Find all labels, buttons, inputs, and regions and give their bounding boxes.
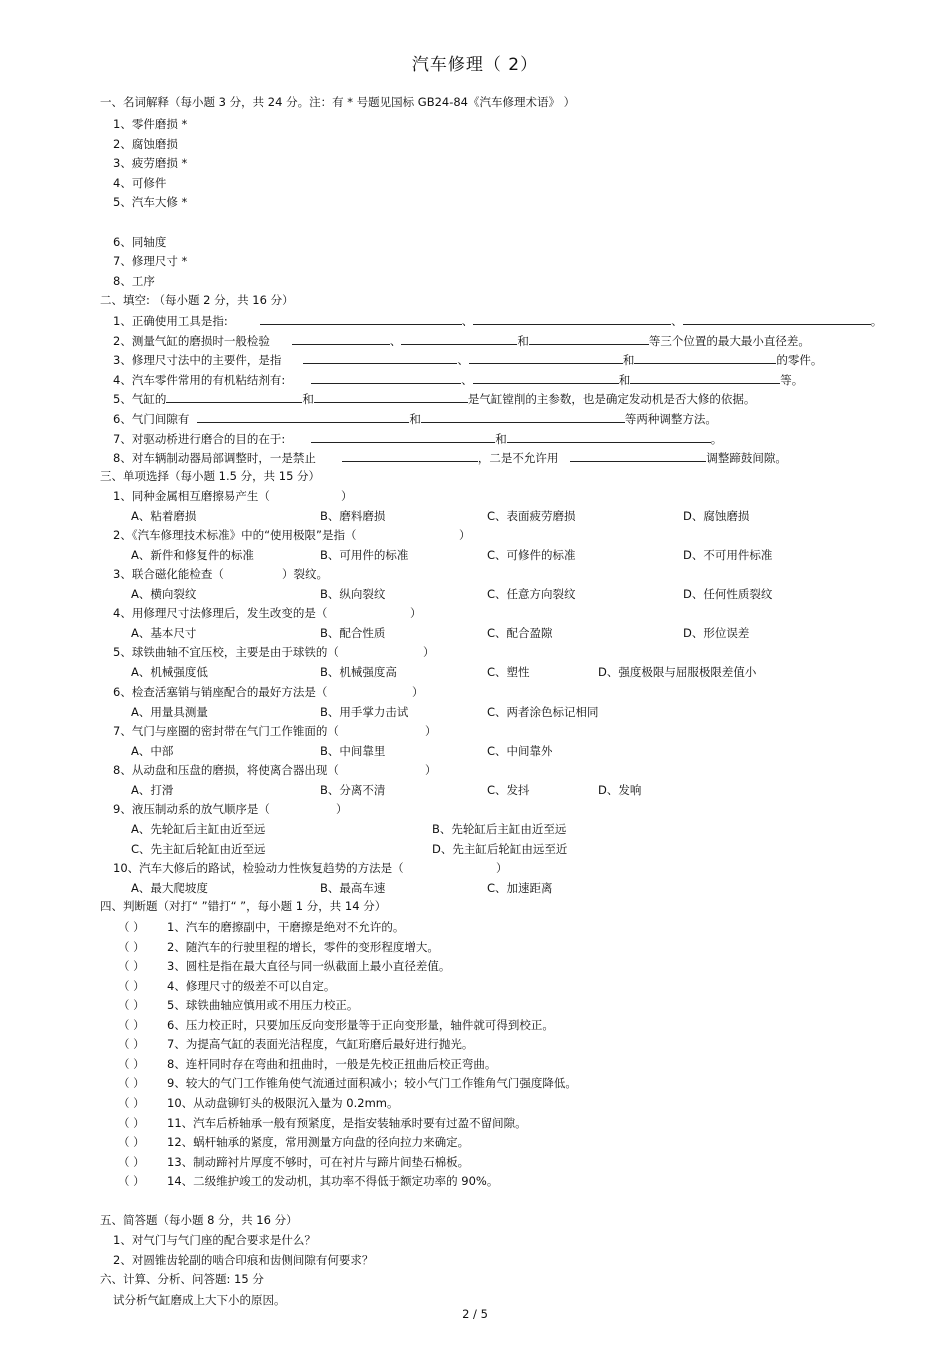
question-text: 1、正确使用工具是指: bbox=[113, 314, 228, 328]
judge-statement: 12、蜗杆轴承的紧度，常用测量方向盘的径向拉力来确定。 bbox=[167, 1135, 470, 1149]
question-text: 7、对驱动桥进行磨合的目的在于: bbox=[113, 432, 286, 446]
answer-paren-close[interactable]: ） bbox=[336, 802, 348, 816]
judge-statement: 5、球铁曲轴应慎用或不用压力校正。 bbox=[167, 998, 359, 1012]
judge-statement: 4、修理尺寸的级差不可以自定。 bbox=[167, 979, 336, 993]
answer-blank[interactable] bbox=[469, 351, 623, 364]
choice-option[interactable]: B、分离不清 bbox=[320, 783, 386, 797]
judge-answer-paren[interactable]: （ ） bbox=[118, 1057, 145, 1071]
question-text: 6、气门间隙有 bbox=[113, 412, 190, 426]
s1-item: 3、疲劳磨损 * bbox=[113, 156, 188, 170]
answer-blank[interactable] bbox=[473, 312, 671, 325]
answer-paren-close[interactable]: ） bbox=[410, 606, 422, 620]
answer-paren-close[interactable]: ） bbox=[459, 528, 471, 542]
fill-question-8 bbox=[113, 449, 787, 466]
choice-option[interactable]: A、粘着磨损 bbox=[131, 509, 197, 523]
choice-option[interactable]: B、用手掌力击试 bbox=[320, 705, 409, 719]
s1-item: 6、同轴度 bbox=[113, 235, 167, 249]
choice-option[interactable]: D、先主缸后轮缸由远至近 bbox=[432, 842, 568, 856]
answer-paren-close[interactable]: ） bbox=[425, 763, 437, 777]
sentence-end: 。 bbox=[710, 432, 723, 446]
fill-question-4 bbox=[113, 371, 803, 388]
sentence-end: 等两种调整方法。 bbox=[624, 412, 717, 426]
section4-heading: 四、判断题（对打“ ”错打“ ”，每小题 1 分，共 14 分） bbox=[100, 899, 387, 913]
choice-option[interactable]: B、机械强度高 bbox=[320, 665, 397, 679]
fill-question-5 bbox=[113, 390, 755, 407]
choice-option[interactable]: C、任意方向裂纹 bbox=[487, 587, 576, 601]
choice-option[interactable]: B、先轮缸后主缸由近至远 bbox=[432, 822, 567, 836]
answer-blank[interactable] bbox=[634, 351, 776, 364]
separator: 、 bbox=[461, 314, 474, 328]
judge-statement: 8、连杆同时存在弯曲和扭曲时，一般是先校正扭曲后校正弯曲。 bbox=[167, 1057, 497, 1071]
judge-statement: 7、为提高气缸的表面光洁程度，气缸珩磨后最好进行抛光。 bbox=[167, 1037, 474, 1051]
choice-option[interactable]: C、塑性 bbox=[487, 665, 530, 679]
section2-heading: 二、填空: （每小题 2 分，共 16 分） bbox=[100, 293, 294, 307]
choice-option[interactable]: A、中部 bbox=[131, 744, 174, 758]
sentence-end: 等三个位置的最大最小直径差。 bbox=[648, 334, 810, 348]
answer-blank[interactable] bbox=[529, 332, 649, 345]
judge-answer-paren[interactable]: （ ） bbox=[118, 1155, 145, 1169]
separator: 和 bbox=[302, 392, 314, 406]
judge-answer-paren[interactable]: （ ） bbox=[118, 1116, 145, 1130]
answer-paren-close[interactable]: ）裂纹。 bbox=[282, 567, 328, 581]
judge-answer-paren[interactable]: （ ） bbox=[118, 1174, 145, 1188]
choice-option[interactable]: C、加速距离 bbox=[487, 881, 553, 895]
judge-answer-paren[interactable]: （ ） bbox=[118, 979, 145, 993]
answer-blank[interactable] bbox=[507, 430, 711, 443]
choice-question: 4、用修理尺寸法修理后，发生改变的是（ bbox=[113, 606, 328, 620]
choice-option[interactable]: D、发响 bbox=[598, 783, 642, 797]
separator: 和 bbox=[409, 412, 421, 426]
choice-option[interactable]: A、新件和修复件的标准 bbox=[131, 548, 254, 562]
choice-option[interactable]: B、中间靠里 bbox=[320, 744, 386, 758]
fill-question-7 bbox=[113, 430, 722, 447]
sentence-end: 等。 bbox=[780, 373, 804, 387]
answer-blank[interactable] bbox=[311, 371, 461, 384]
choice-question: 10、汽车大修后的路试，检验动力性恢复趋势的方法是（ bbox=[113, 861, 404, 875]
judge-statement: 13、制动蹄衬片厚度不够时，可在衬片与蹄片间垫石棉板。 bbox=[167, 1155, 470, 1169]
choice-option[interactable]: C、发抖 bbox=[487, 783, 530, 797]
page-number: 2 / 5 bbox=[462, 1307, 488, 1321]
choice-option[interactable]: A、横向裂纹 bbox=[131, 587, 197, 601]
choice-question: 6、检查活塞销与销座配合的最好方法是（ bbox=[113, 685, 328, 699]
choice-option[interactable]: D、形位误差 bbox=[683, 626, 750, 640]
s6-question: 试分析气缸磨成上大下小的原因。 bbox=[113, 1293, 286, 1307]
separator: 、 bbox=[389, 334, 402, 348]
section1-heading: 一、名词解释（每小题 3 分，共 24 分。注：有 * 号题见国标 GB24-84《汽车修理术语》 ） bbox=[100, 95, 576, 109]
s1-item: 7、修理尺寸 * bbox=[113, 254, 188, 268]
judge-statement: 10、从动盘铆钉头的极限沉入量为 0.2mm。 bbox=[167, 1096, 399, 1110]
choice-option[interactable]: B、配合性质 bbox=[320, 626, 386, 640]
choice-option[interactable]: A、基本尺寸 bbox=[131, 626, 197, 640]
choice-question: 9、液压制动系的放气顺序是（ bbox=[113, 802, 270, 816]
answer-blank[interactable] bbox=[421, 410, 625, 423]
choice-option[interactable]: C、中间靠外 bbox=[487, 744, 553, 758]
question-text: 5、气缸的 bbox=[113, 392, 167, 406]
choice-option[interactable]: C、表面疲劳磨损 bbox=[487, 509, 576, 523]
answer-blank[interactable] bbox=[342, 449, 478, 462]
judge-statement: 3、圆柱是指在最大直径与同一纵截面上最小直径差值。 bbox=[167, 959, 451, 973]
answer-paren-close[interactable]: ） bbox=[341, 489, 353, 503]
section6-heading: 六、计算、分析、问答题: 15 分 bbox=[100, 1272, 264, 1286]
section5-heading: 五、简答题（每小题 8 分，共 16 分） bbox=[100, 1213, 298, 1227]
answer-blank[interactable] bbox=[311, 430, 495, 443]
choice-option[interactable]: C、配合盈隙 bbox=[487, 626, 553, 640]
choice-option[interactable]: D、腐蚀磨损 bbox=[683, 509, 750, 523]
judge-answer-paren[interactable]: （ ） bbox=[118, 1135, 145, 1149]
separator: 和 bbox=[622, 353, 635, 367]
judge-statement: 9、较大的气门工作锥角使气流通过面积减小；较小气门工作锥角气门强度降低。 bbox=[167, 1076, 577, 1090]
separator: 和 bbox=[618, 373, 631, 387]
judge-answer-paren[interactable]: （ ） bbox=[118, 1018, 145, 1032]
choice-option[interactable]: D、强度极限与屈服极限差值小 bbox=[598, 665, 757, 679]
answer-blank[interactable] bbox=[303, 351, 457, 364]
choice-option[interactable]: A、最大爬坡度 bbox=[131, 881, 208, 895]
choice-option[interactable]: B、磨料磨损 bbox=[320, 509, 386, 523]
answer-blank[interactable] bbox=[292, 332, 390, 345]
sentence-end: 。 bbox=[870, 314, 883, 328]
answer-blank[interactable] bbox=[260, 312, 462, 325]
choice-option[interactable]: A、机械强度低 bbox=[131, 665, 208, 679]
choice-question: 1、同种金属相互磨擦易产生（ bbox=[113, 489, 270, 503]
choice-option[interactable]: D、任何性质裂纹 bbox=[683, 587, 773, 601]
page-title: 汽车修理（ 2） bbox=[411, 55, 539, 75]
question-text: 3、修理尺寸法中的主要件，是指 bbox=[113, 353, 282, 367]
sentence-end: 调整蹄鼓间隙。 bbox=[706, 451, 787, 465]
answer-blank[interactable] bbox=[570, 449, 706, 462]
separator: 、 bbox=[671, 314, 683, 328]
choice-option[interactable]: D、不可用件标准 bbox=[683, 548, 773, 562]
judge-answer-paren[interactable]: （ ） bbox=[118, 959, 145, 973]
separator: 和 bbox=[495, 432, 507, 446]
sentence-end: 是气缸镗削的主参数，也是确定发动机是否大修的依据。 bbox=[467, 392, 756, 406]
s1-item: 5、汽车大修 * bbox=[113, 195, 188, 209]
answer-blank[interactable] bbox=[683, 312, 871, 325]
fill-question-2 bbox=[113, 332, 810, 349]
choice-option[interactable]: C、可修件的标准 bbox=[487, 548, 576, 562]
sentence-end: 的零件。 bbox=[776, 353, 823, 367]
question-text: 4、汽车零件常用的有机粘结剂有: bbox=[113, 373, 286, 387]
choice-option[interactable]: B、最高车速 bbox=[320, 881, 386, 895]
question-text: 2、测量气缸的磨损时一般检验 bbox=[113, 334, 270, 348]
s1-item: 1、零件磨损 * bbox=[113, 117, 188, 131]
judge-answer-paren[interactable]: （ ） bbox=[118, 940, 145, 954]
answer-blank[interactable] bbox=[401, 332, 517, 345]
judge-answer-paren[interactable]: （ ） bbox=[118, 998, 145, 1012]
s5-item: 1、对气门与气门座的配合要求是什么？ bbox=[113, 1233, 316, 1247]
judge-statement: 14、二级维护竣工的发动机，其功率不得低于额定功率的 90%。 bbox=[167, 1174, 499, 1188]
answer-paren-close[interactable]: ） bbox=[425, 724, 437, 738]
separator: 和 bbox=[517, 334, 529, 348]
answer-blank[interactable] bbox=[630, 371, 780, 384]
question-text: 8、对车辆制动器局部调整时，一是禁止 bbox=[113, 451, 316, 465]
s1-item: 8、工序 bbox=[113, 274, 155, 288]
choice-option[interactable]: A、用量具测量 bbox=[131, 705, 208, 719]
fill-question-6 bbox=[113, 410, 717, 427]
s1-item: 2、腐蚀磨损 bbox=[113, 137, 178, 151]
answer-blank[interactable] bbox=[314, 390, 468, 403]
judge-statement: 2、随汽车的行驶里程的增长，零件的变形程度增大。 bbox=[167, 940, 439, 954]
judge-statement: 1、汽车的磨擦副中，干磨擦是绝对不允许的。 bbox=[167, 920, 405, 934]
answer-paren-close[interactable]: ） bbox=[496, 861, 508, 875]
answer-blank[interactable] bbox=[197, 410, 409, 423]
choice-question: 5、球铁曲轴不宜压校，主要是由于球铁的（ bbox=[113, 645, 339, 659]
choice-option[interactable]: B、可用件的标准 bbox=[320, 548, 409, 562]
judge-answer-paren[interactable]: （ ） bbox=[118, 1037, 145, 1051]
choice-option[interactable]: C、两者涂色标记相同 bbox=[487, 705, 599, 719]
choice-option[interactable]: A、打滑 bbox=[131, 783, 174, 797]
choice-option[interactable]: B、纵向裂纹 bbox=[320, 587, 386, 601]
choice-option[interactable]: C、先主缸后轮缸由近至远 bbox=[131, 842, 266, 856]
s1-item: 4、可修件 bbox=[113, 176, 167, 190]
judge-answer-paren[interactable]: （ ） bbox=[118, 1096, 145, 1110]
answer-blank[interactable] bbox=[166, 390, 302, 403]
judge-answer-paren[interactable]: （ ） bbox=[118, 1076, 145, 1090]
choice-question: 7、气门与座圈的密封带在气门工作锥面的（ bbox=[113, 724, 339, 738]
choice-question: 8、从动盘和压盘的磨损，将使离合器出现（ bbox=[113, 763, 339, 777]
judge-statement: 11、汽车后桥轴承一般有预紧度，是指安装轴承时要有过盈不留间隙。 bbox=[167, 1116, 527, 1130]
separator: 、 bbox=[461, 373, 473, 387]
choice-question: 3、联合磁化能检查（ bbox=[113, 567, 224, 581]
judge-statement: 6、压力校正时，只要加压反向变形量等于正向变形量，轴件就可得到校正。 bbox=[167, 1018, 554, 1032]
choice-question: 2、《汽车修理技术标准》中的“使用极限”是指（ bbox=[113, 528, 357, 542]
judge-answer-paren[interactable]: （ ） bbox=[118, 920, 145, 934]
separator: ，二是不允许用 bbox=[477, 451, 559, 465]
s5-item: 2、对圆锥齿轮副的啮合印痕和齿侧间隙有何要求？ bbox=[113, 1253, 374, 1267]
fill-question-3 bbox=[113, 351, 822, 368]
answer-blank[interactable] bbox=[473, 371, 619, 384]
answer-paren-close[interactable]: ） bbox=[423, 645, 435, 659]
fill-question-1 bbox=[113, 312, 882, 329]
separator: 、 bbox=[457, 353, 469, 367]
choice-option[interactable]: A、先轮缸后主缸由近至远 bbox=[131, 822, 266, 836]
answer-paren-close[interactable]: ） bbox=[412, 685, 424, 699]
section3-heading: 三、单项选择（每小题 1.5 分，共 15 分） bbox=[100, 469, 321, 483]
